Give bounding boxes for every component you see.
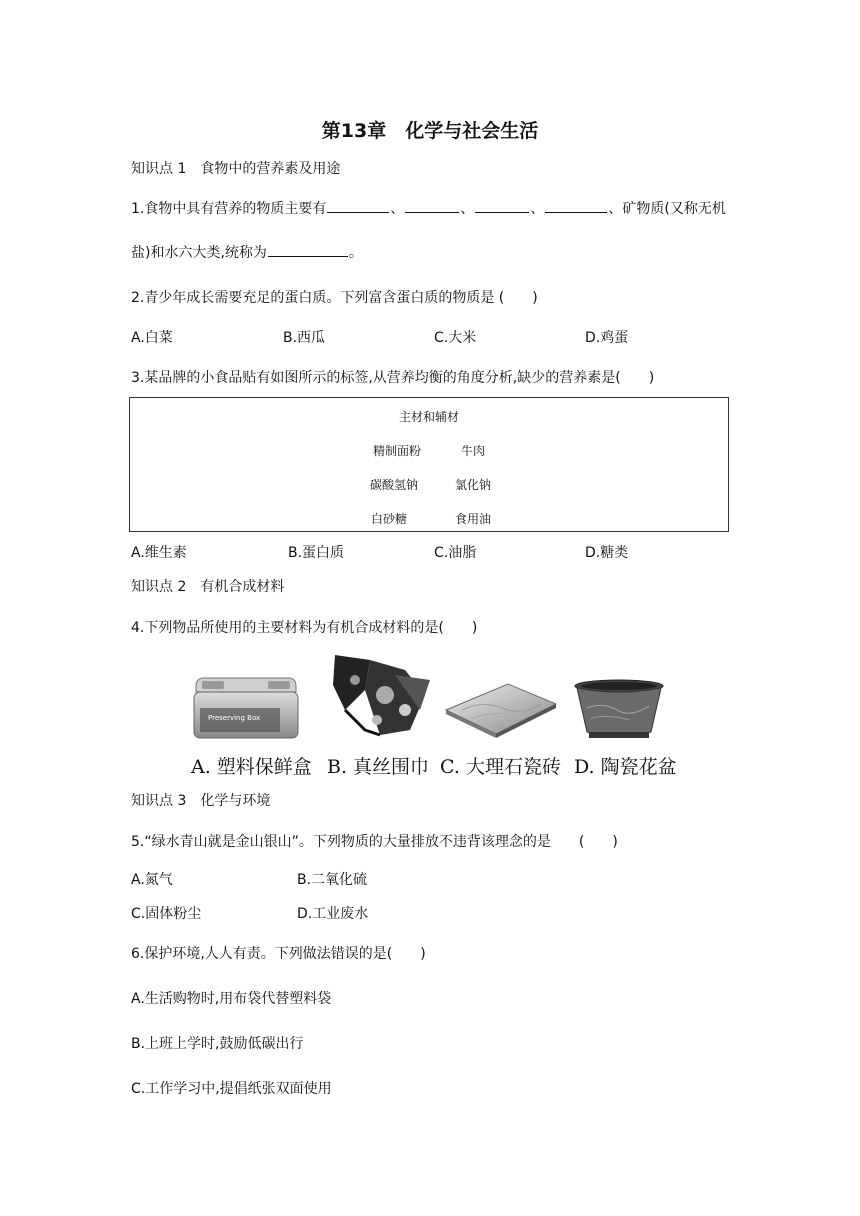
period: 。	[348, 245, 363, 261]
question-4-stem: 4.下列物品所使用的主要材料为有机合成材料的是( )	[131, 620, 478, 636]
separator: 、	[460, 201, 475, 217]
question-5-stem: 5.“绿水青山就是金山银山”。下列物质的大量排放不违背该理念的是 ( )	[131, 834, 618, 850]
answer-blank[interactable]	[405, 198, 459, 213]
option-d[interactable]: D.鸡蛋	[585, 330, 629, 346]
label-ingredient: 白砂糖	[371, 512, 408, 526]
answer-blank[interactable]	[545, 198, 607, 213]
option-d[interactable]: D.工业废水	[297, 906, 369, 922]
answer-blank[interactable]	[327, 198, 389, 213]
question-1-line-2	[131, 242, 363, 262]
section-heading-2: 知识点 2 有机合成材料	[131, 579, 285, 595]
option-a[interactable]: A.白菜	[131, 330, 173, 346]
label-ingredient: 食用油	[455, 512, 492, 526]
question-2-stem: 2.青少年成长需要充足的蛋白质。下列富含蛋白质的物质是 ( )	[131, 290, 538, 306]
option-c[interactable]: C.大米	[434, 330, 477, 346]
caption-c: C. 大理石瓷砖	[440, 756, 561, 778]
option-a[interactable]: A.生活购物时,用布袋代替塑料袋	[131, 991, 332, 1007]
answer-blank[interactable]	[268, 242, 348, 257]
page-title: 第13章 化学与社会生活	[321, 120, 539, 142]
question-1-text: 盐)和水六大类,统称为	[131, 245, 267, 261]
caption-a: A. 塑料保鲜盒	[191, 756, 312, 778]
label-ingredient: 牛肉	[461, 444, 486, 458]
option-c[interactable]: C.油脂	[434, 545, 477, 561]
box-text: Preserving Box	[208, 714, 261, 722]
marble-tile-image	[442, 680, 560, 740]
label-heading: 主材和辅材	[398, 410, 459, 424]
option-a[interactable]: A.氮气	[131, 872, 173, 888]
caption-b: B. 真丝围巾	[327, 756, 430, 778]
question-6-stem: 6.保护环境,人人有责。下列做法错误的是( )	[131, 946, 426, 962]
option-a[interactable]: A.维生素	[131, 545, 187, 561]
separator: 、	[390, 201, 405, 217]
option-c[interactable]: C.工作学习中,提倡纸张双面使用	[131, 1081, 332, 1097]
silk-scarf-image	[325, 650, 437, 740]
option-b[interactable]: B.西瓜	[283, 330, 326, 346]
option-b[interactable]: B.二氧化硫	[297, 872, 368, 888]
food-label-box	[129, 397, 729, 532]
question-1-line-1	[131, 198, 726, 218]
question-1-text: 、矿物质(又称无机	[608, 201, 726, 217]
section-heading-3: 知识点 3 化学与环境	[131, 793, 271, 809]
option-c[interactable]: C.固体粉尘	[131, 906, 202, 922]
label-ingredient: 氯化钠	[455, 478, 492, 492]
option-d[interactable]: D.糖类	[585, 545, 629, 561]
caption-d: D. 陶瓷花盆	[574, 756, 677, 778]
separator: 、	[530, 201, 545, 217]
question-1-text: 1.食物中具有营养的物质主要有	[131, 201, 327, 217]
option-b[interactable]: B.蛋白质	[288, 545, 345, 561]
plastic-box-image	[190, 672, 302, 742]
answer-blank[interactable]	[475, 198, 529, 213]
section-heading-1: 知识点 1 食物中的营养素及用途	[131, 161, 341, 177]
question-3-stem: 3.某品牌的小食品贴有如图所示的标签,从营养均衡的角度分析,缺少的营养素是( )	[131, 370, 655, 386]
option-b[interactable]: B.上班上学时,鼓励低碳出行	[131, 1036, 304, 1052]
label-ingredient: 碳酸氢钠	[370, 478, 419, 492]
label-ingredient: 精制面粉	[373, 444, 422, 458]
ceramic-pot-image	[573, 678, 665, 742]
